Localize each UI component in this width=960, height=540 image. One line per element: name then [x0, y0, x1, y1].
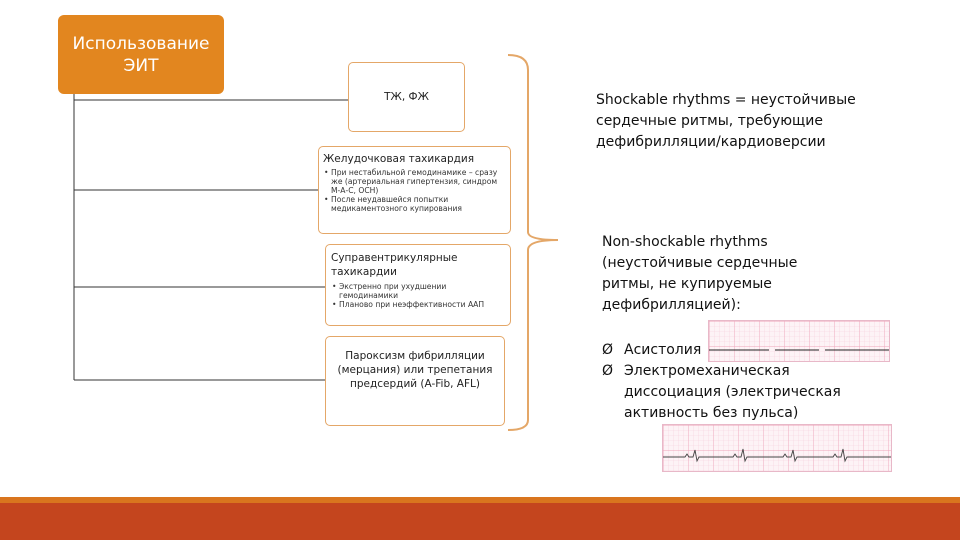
arrow-bullet-icon: Ø — [602, 342, 614, 358]
ecg-pea-image — [662, 424, 892, 472]
ecg-asystole-image — [708, 320, 890, 362]
root-title-line2: ЭИТ — [123, 55, 159, 76]
root-node-eit — [58, 15, 224, 94]
arrow-bullet-icon: Ø — [602, 363, 614, 379]
node-vt-vf — [348, 62, 465, 132]
node-vt-bullet-2: • После неудавшейся попытки медикаментозного купирования — [331, 195, 506, 213]
shockable-text: Shockable rhythms = неустойчивые сердечные ритмы, требующие дефибрилляции/кардиоверсии — [596, 92, 856, 150]
footer-band — [0, 497, 960, 540]
list-item-pea: Электромеханическая диссоциация (электрическая активность без пульса) — [624, 363, 841, 421]
node-vt-bullet-1: • При нестабильной гемодинамике – сразу же (артериальная гипертензия, синдром М-А-С, ОСН) — [331, 168, 506, 195]
node-svt-title: Суправентрикулярные тахикардии — [331, 252, 458, 278]
footer-accent-line — [0, 497, 960, 503]
root-title-line1: Использование — [72, 33, 210, 54]
node-supraventricular — [325, 244, 511, 326]
nonshockable-text: Non-shockable rhythms (неустойчивые сердечные ритмы, не купируемые дефибрилляцией): — [602, 234, 798, 313]
node-ventricular-tachycardia — [318, 146, 511, 234]
node-afib-title: Пароксизм фибрилляции (мерцания) или трепетания предсердий (A-Fib, AFL) — [337, 350, 493, 390]
list-item — [602, 361, 862, 424]
node-svt-bullet-2: • Планово при неэффективности ААП — [339, 300, 506, 309]
node-vt-vf-title: ТЖ, ФЖ — [384, 91, 429, 103]
node-afib — [325, 336, 505, 426]
node-svt-bullet-1: • Экстренно при ухудшении гемодинамики — [339, 282, 506, 300]
node-vt-title: Желудочковая тахикардия — [323, 153, 475, 165]
list-item-asystole: Асистолия — [624, 342, 702, 358]
